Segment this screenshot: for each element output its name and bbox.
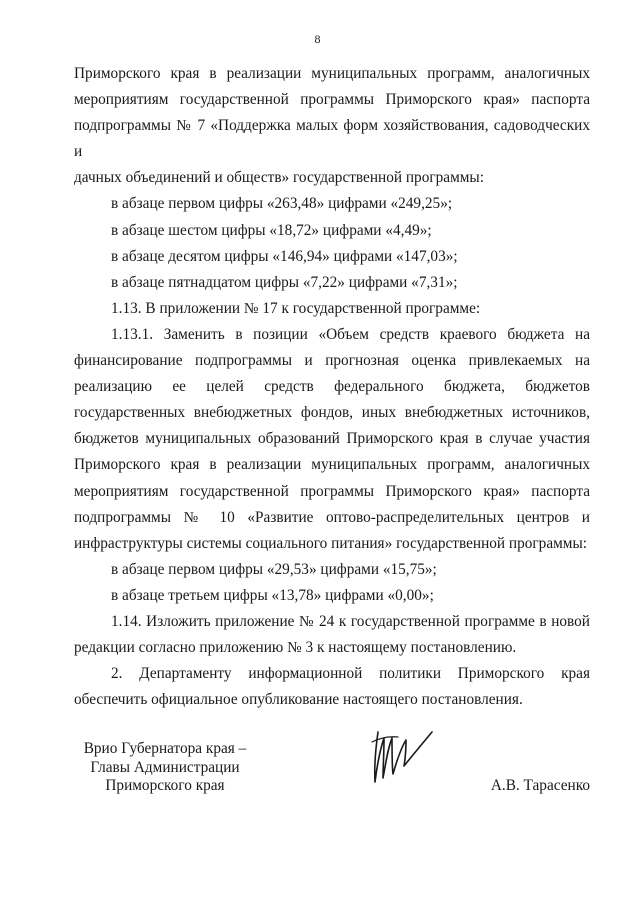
text-line: бюджетов муниципальных образований Приморского края в случае участия [74, 430, 590, 448]
signatory-position-line: Главы Администрации [90, 758, 240, 776]
signatory-position-line: Приморского края [105, 777, 225, 794]
text-line: 2. Департаменту информационной политики Приморского края [111, 665, 590, 683]
text-line: мероприятиям государственной программы Приморского края» паспорта [74, 482, 590, 500]
text-line: подпрограммы № 10 «Развитие оптово-распределительных центров и [74, 508, 590, 526]
text-line: Приморского края в реализации муниципальных программ, аналогичных [74, 65, 590, 82]
signatory-position-line: Врио Губернатора края – [83, 740, 247, 757]
text-line: реализацию ее целей средств федерального бюджета, бюджетов [74, 378, 590, 396]
text-line: подпрограммы № 7 «Поддержка малых форм хозяйствования, садоводческих и [74, 117, 590, 161]
text-line: дачных объединений и обществ» государственной программы: [74, 169, 484, 187]
text-line: Приморского края в реализации муниципальных программ, аналогичных [74, 456, 590, 474]
text-line: инфраструктуры системы социального питания» государственной программы: [74, 534, 587, 552]
signatory-name: А.В. Тарасенко [490, 777, 590, 794]
text-line: 1.13.1. Заменить в позиции «Объем средств краевого бюджета на [111, 325, 590, 343]
text-line: редакции согласно приложению № 3 к настоящему постановлению. [74, 639, 517, 657]
page-number: 8 [314, 32, 321, 46]
list-item: в абзаце первом цифры «263,48» цифрами «249,25»; [111, 195, 453, 213]
document-body [74, 61, 590, 713]
text-line: мероприятиям государственной программы Приморского края» паспорта [74, 91, 590, 109]
handwritten-signature [368, 724, 448, 786]
text-line: обеспечить официальное опубликование настоящего постановления. [74, 691, 523, 709]
text-line: 1.14. Изложить приложение № 24 к государственной программе в новой [111, 612, 590, 630]
list-item: в абзаце третьем цифры «13,78» цифрами «0,00»; [111, 586, 434, 604]
list-item: в абзаце первом цифры «29,53» цифрами «15,75»; [111, 560, 437, 578]
list-item: в абзаце шестом цифры «18,72» цифрами «4,49»; [111, 221, 432, 239]
list-item: в абзаце десятом цифры «146,94» цифрами «147,03»; [111, 247, 458, 265]
text-line: финансирование подпрограммы и прогнозная оценка привлекаемых на [74, 352, 590, 370]
clause-heading: 1.13. В приложении № 17 к государственной программе: [111, 299, 481, 317]
signatory-position [74, 740, 256, 796]
list-item: в абзаце пятнадцатом цифры «7,22» цифрами «7,31»; [111, 273, 458, 291]
text-line: государственных внебюджетных фондов, иных внебюджетных источников, [74, 404, 590, 422]
